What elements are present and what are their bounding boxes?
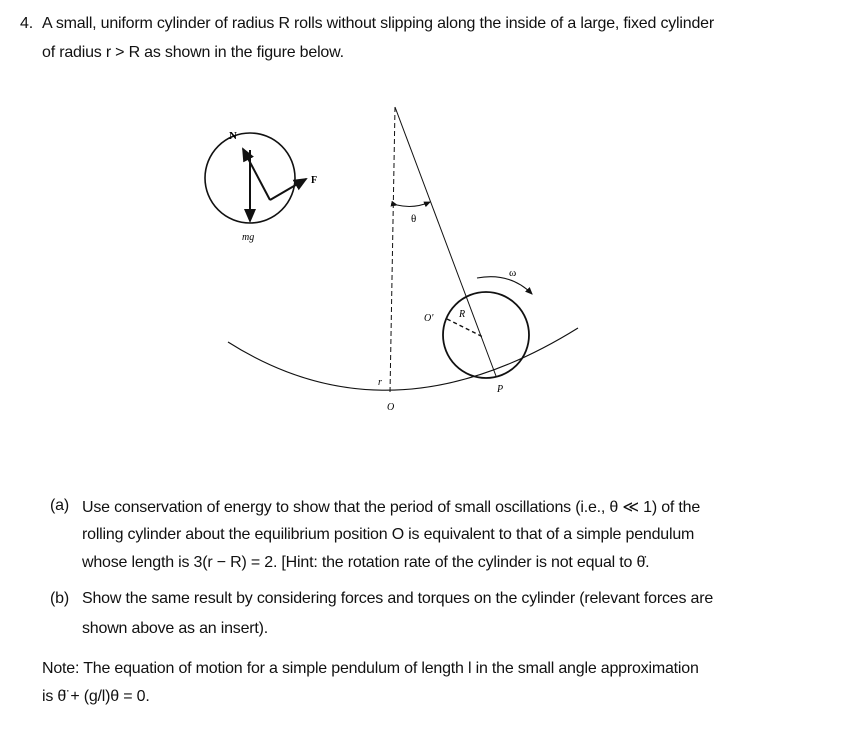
small-cylinder xyxy=(443,292,529,378)
note-line-1: Note: The equation of motion for a simple pendulum of length l in the small angle approximation xyxy=(42,660,699,677)
part-a-line-3: whose length is 3(r − R) = 2. [Hint: the rotation rate of the cylinder is not equal to θ̇. xyxy=(82,554,650,571)
part-a-label: (a) xyxy=(50,497,69,514)
label-r: r xyxy=(378,377,382,388)
normal-force-arrow xyxy=(243,149,270,200)
label-F: F xyxy=(311,175,318,186)
part-b-line-2: shown above as an insert). xyxy=(82,620,269,637)
label-theta: θ xyxy=(411,213,417,225)
label-omega: ω xyxy=(509,267,517,279)
part-b-label: (b) xyxy=(50,590,69,607)
vertical-dashed-line xyxy=(390,107,395,393)
part-a-line-2: rolling cylinder about the equilibrium position O is equivalent to that of a simple pendulum xyxy=(82,526,695,543)
label-O-prime: O' xyxy=(424,313,434,324)
friction-arrow xyxy=(270,179,306,200)
problem-statement-line-2: of radius r > R as shown in the figure below. xyxy=(42,44,344,61)
label-R: R xyxy=(459,309,466,320)
force-insert xyxy=(205,130,317,243)
large-cylinder-arc xyxy=(228,328,578,390)
label-N: N xyxy=(229,130,237,142)
problem-statement-line-1: A small, uniform cylinder of radius R rolls without slipping along the inside of a large, fixed cylinder xyxy=(42,15,714,32)
theta-arc-arrow xyxy=(397,202,430,206)
part-a-line-1: Use conservation of energy to show that the period of small oscillations (i.e., θ ≪ 1) of the xyxy=(82,499,701,516)
note-line-2: is θ̈ + (g/l)θ = 0. xyxy=(42,688,150,705)
label-mg: mg xyxy=(242,232,255,243)
label-O: O xyxy=(387,402,395,413)
part-b-line-1: Show the same result by considering forces and torques on the cylinder (relevant forces are xyxy=(82,590,714,607)
problem-number: 4. xyxy=(20,15,33,32)
label-P: P xyxy=(497,384,504,395)
